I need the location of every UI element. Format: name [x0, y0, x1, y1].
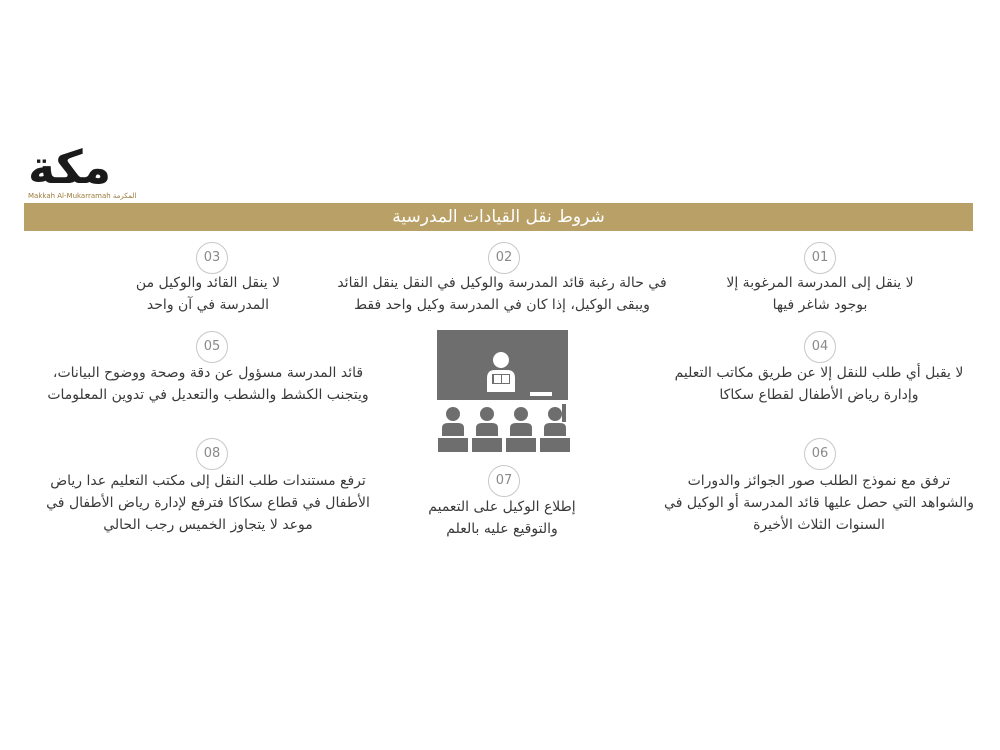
item-text-05: قائد المدرسة مسؤول عن دقة وصحة ووضوح البيانات، ويتجنب الكشط والشطب والتعديل في تدوين المعلومات — [47, 365, 369, 403]
item-text-08: ترفع مستندات طلب النقل إلى مكتب التعليم عدا رياض الأطفال في قطاع سكاكا فترفع لإدارة رياض الأطفال في موعد لا يتجاوز الخميس رجب الحالي — [46, 473, 370, 533]
logo — [26, 142, 146, 204]
number-badge-05: 05 — [196, 331, 228, 363]
number-badge-06: 06 — [804, 438, 836, 470]
item-text-07: إطلاع الوكيل على التعميم والتوقيع عليه بالعلم — [428, 499, 576, 537]
item-text-04: لا يقبل أي طلب للنقل إلا عن طريق مكاتب التعليم وإدارة رياض الأطفال لقطاع سكاكا — [674, 365, 964, 403]
logo-subtitle: Makkah Al-Mukarramah المكرمة — [28, 192, 137, 200]
teacher-icon — [437, 330, 568, 400]
number-badge-04: 04 — [804, 331, 836, 363]
item-text-02: في حالة رغبة قائد المدرسة والوكيل في النقل ينقل القائد ويبقى الوكيل، إذا كان في المدرسة وكيل واحد فقط — [337, 275, 667, 313]
item-text-01: لا ينقل إلى المدرسة المرغوبة إلا بوجود شاغر فيها — [726, 275, 914, 313]
title-banner: شروط نقل القيادات المدرسية — [24, 203, 973, 231]
number-badge-01: 01 — [804, 242, 836, 274]
students-icon — [434, 404, 574, 456]
item-text-06: ترفق مع نموذج الطلب صور الجوائز والدورات والشواهد التي حصل عليها قائد المدرسة أو الوكيل في السنوات الثلاث الأخيرة — [664, 473, 974, 533]
number-badge-02: 02 — [488, 242, 520, 274]
number-badge-07: 07 — [488, 465, 520, 497]
number-badge-03: 03 — [196, 242, 228, 274]
logo-wordmark: مكة — [28, 140, 112, 194]
number-badge-08: 08 — [196, 438, 228, 470]
item-text-03: لا ينقل القائد والوكيل من المدرسة في آن واحد — [135, 275, 281, 313]
